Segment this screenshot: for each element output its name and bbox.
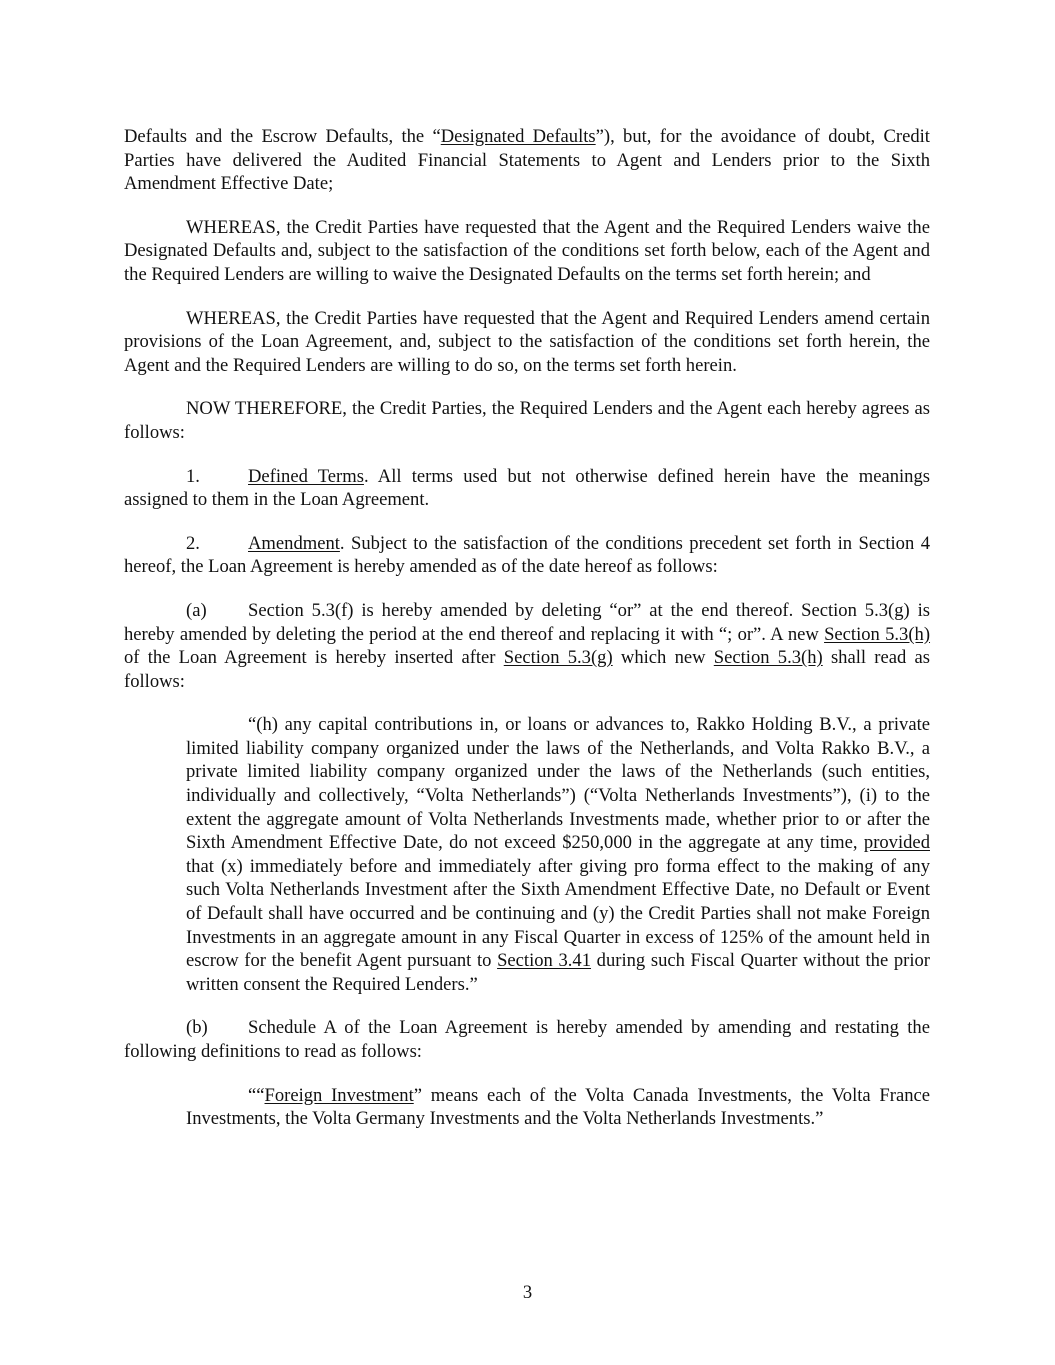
section-reference: Section 5.3(g): [503, 647, 613, 669]
document-body: [124, 125, 930, 1151]
quoted-section-5-3-h: [186, 713, 930, 996]
provided-term: provided: [863, 832, 930, 854]
now-therefore-paragraph: NOW THEREFORE, the Credit Parties, the Required Lenders and the Agent each hereby agrees as follows:: [124, 398, 930, 443]
section-reference: Section 5.3(h): [713, 647, 823, 669]
subsection-label: (a): [186, 599, 207, 621]
text-run: Defaults and the Escrow Defaults, the “: [124, 126, 441, 147]
subsection-label: (b): [186, 1017, 208, 1039]
text-run: ” means each of the Volta Canada Investments, the Volta France Investments, the Volta Germany Investments and the Volta Netherlands Investments.”: [186, 1084, 930, 1130]
section-number: 2.: [186, 532, 200, 554]
text-run: that (x) immediately before and immediately after giving pro forma effect to the making of any such Volta Netherlands Investment after the Sixth Amendment Effective Date, no Default or Event of Default shall have occurred and be continuing and (y) the Credit Parties shall not make Foreign Investments in an aggregate amount in any Fiscal Quarter in excess of 125% of the amount held in escrow for the benefit Agent pursuant to: [186, 855, 930, 972]
text-run: which new: [612, 647, 714, 669]
defined-term-designated-defaults: Designated Defaults: [440, 126, 596, 147]
section-reference: Section 3.41: [497, 950, 592, 972]
text-run: during such Fiscal Quarter without the prior written consent the Required Lenders.”: [186, 950, 930, 995]
section-heading: Defined Terms: [248, 465, 364, 487]
text-run: ““: [248, 1084, 265, 1106]
text-run: Section 5.3(f) is hereby amended by deleting “or” at the end thereof. Section 5.3(g) is hereby amended by deleting the period at the end thereof and replacing it with “; or”. A new: [124, 599, 930, 645]
section-number: 1.: [186, 465, 200, 487]
text-run: shall read as follows:: [124, 647, 931, 692]
text-run: “(h) any capital contributions in, or loans or advances to, Rakko Holding B.V., a private limited liability company organized under the laws of the Netherlands, and Volta Rakko B.V., a private limited liability company organized under the laws of the Netherlands (such entities, individually and collectively, “Volta Netherlands”) (“Volta Netherlands Investments”), (i) to the extent the aggregate amount of Volta Netherlands Investments made, whether prior to or after the Sixth Amendment Effective Date, do not exceed $250,000 in the aggregate at any time,: [186, 714, 930, 854]
section-text: . Subject to the satisfaction of the conditions precedent set forth in Section 4 hereof, the Loan Agreement is hereby amended as of the date hereof as follows:: [124, 532, 930, 578]
quoted-definition-foreign-investment: [186, 1084, 930, 1131]
subsection-a: [124, 599, 930, 693]
text-run: Schedule A of the Loan Agreement is hereby amended by amending and restating the following definitions to read as follows:: [124, 1017, 930, 1062]
whereas-waiver-paragraph: WHEREAS, the Credit Parties have requested that the Agent and the Required Lenders waive the Designated Defaults and, subject to the satisfaction of the conditions set forth below, each of the Agent and the Required Lenders are willing to waive the Designated Defaults on the terms set forth herein; and: [124, 216, 930, 285]
whereas-amend-paragraph: WHEREAS, the Credit Parties have requested that the Agent and Required Lenders amend certain provisions of the Loan Agreement, and, subject to the satisfaction of the conditions set forth herein, the Agent and the Required Lenders are willing to do so, on the terms set forth herein.: [124, 307, 930, 376]
page-number: 3: [522, 1282, 533, 1303]
subsection-b: [124, 1016, 930, 1063]
defined-term-foreign-investment: Foreign Investment: [264, 1084, 414, 1106]
text-run: of the Loan Agreement is hereby inserted after: [124, 647, 504, 669]
section-text: . All terms used but not otherwise defined herein have the meanings assigned to them in the Loan Agreement.: [124, 465, 930, 511]
section-1-defined-terms: [124, 465, 930, 512]
section-heading: Amendment: [248, 532, 340, 554]
text-run: ”), but, for the avoidance of doubt, Credit Parties have delivered the Audited Financial Statements to Agent and Lenders prior to the Sixth Amendment Effective Date;: [124, 126, 930, 195]
paragraph-designated-defaults: [124, 125, 930, 196]
section-2-amendment: [124, 532, 930, 579]
section-reference: Section 5.3(h): [824, 623, 931, 645]
